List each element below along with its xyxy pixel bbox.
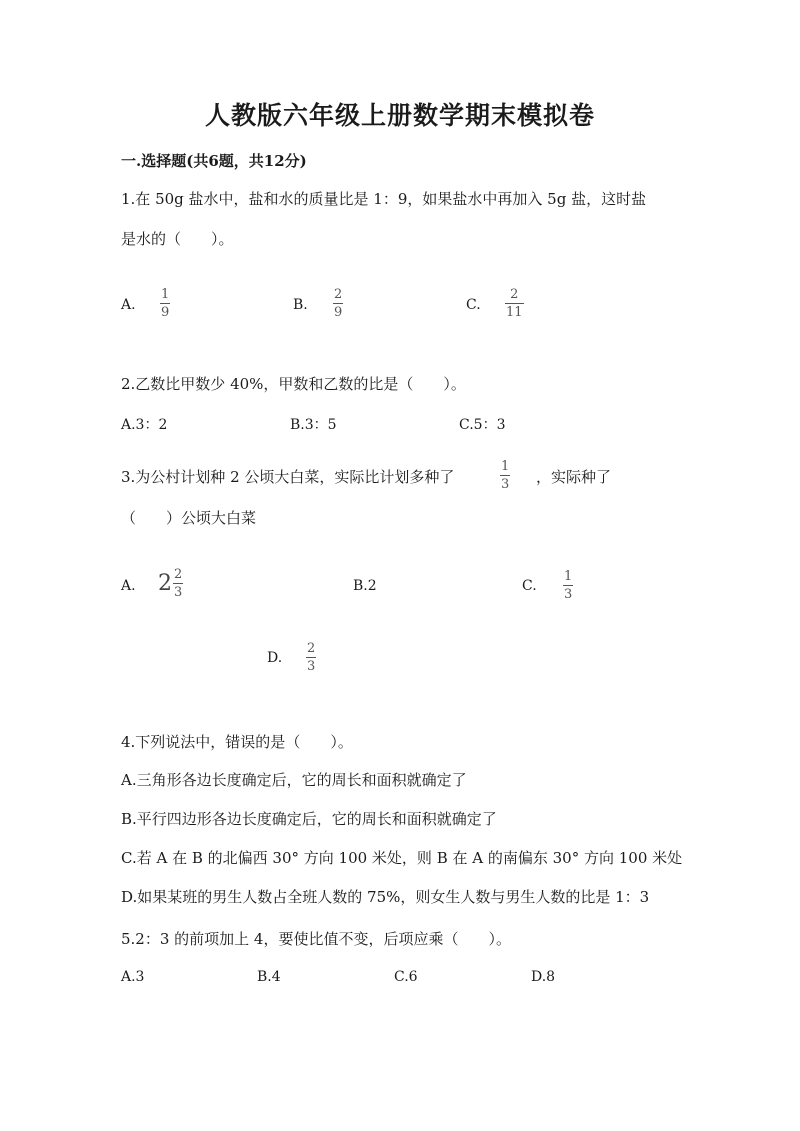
question-3-option-d-fraction [306, 642, 316, 673]
question-1-option-b-label: B. [293, 297, 308, 313]
question-3-line-2: （ ）公顷大白菜 [121, 509, 257, 527]
question-2-option-b: B.3：5 [290, 417, 337, 433]
mixed-whole: 2 [158, 571, 172, 596]
question-1-option-a-fraction [160, 288, 170, 319]
page-title: 人教版六年级上册数学期末模拟卷 [204, 101, 595, 130]
question-5-option-c: C.6 [394, 969, 418, 985]
question-3-line-1b: ，实际种了 [536, 468, 612, 486]
fraction-numerator: 2 [307, 641, 316, 656]
question-2-text: 2.乙数比甲数少 40%，甲数和乙数的比是（ ）。 [121, 375, 466, 393]
question-1-option-c-fraction [505, 288, 524, 319]
question-1-option-c-label: C. [466, 297, 481, 313]
fraction-denominator: 9 [161, 305, 170, 320]
question-5-option-d: D.8 [531, 969, 556, 985]
question-2-option-a: A.3：2 [121, 417, 168, 433]
fraction-bar [333, 303, 343, 304]
fraction-bar [563, 585, 573, 586]
question-3-line-1a: 3.为公村计划种 2 公顷大白菜，实际比计划多种了 [121, 468, 455, 486]
fraction-numerator: 2 [334, 287, 343, 302]
question-3-option-c-label: C. [522, 578, 537, 594]
question-4-option-b: B.平行四边形各边长度确定后，它的周长和面积就确定了 [121, 810, 497, 828]
fraction-denominator: 9 [334, 305, 343, 320]
fraction-numerator: 2 [174, 567, 183, 582]
question-5-option-b: B.4 [257, 969, 281, 985]
question-3-inline-fraction [500, 460, 510, 491]
fraction-denominator: 3 [501, 477, 510, 492]
question-3-option-a-mixed-number [158, 568, 183, 599]
question-3-option-a-label: A. [121, 578, 136, 594]
section-heading: 一.选择题(共6题，共12分) [121, 152, 307, 170]
question-1-option-b-fraction [333, 288, 343, 319]
fraction-denominator: 3 [174, 585, 183, 600]
question-3-option-b: B.2 [353, 578, 377, 594]
question-3-option-d-label: D. [267, 650, 283, 666]
mixed-fraction [173, 568, 183, 599]
question-3-option-c-fraction [563, 570, 573, 601]
fraction-numerator: 1 [564, 569, 573, 584]
fraction-numerator: 1 [161, 287, 170, 302]
question-2-option-c: C.5：3 [459, 417, 506, 433]
question-4-option-a: A.三角形各边长度确定后，它的周长和面积就确定了 [121, 771, 467, 789]
fraction-bar [173, 583, 183, 584]
fraction-bar [500, 475, 510, 476]
fraction-numerator: 2 [510, 287, 519, 302]
question-1-option-a-label: A. [121, 297, 136, 313]
question-5-option-a: A.3 [121, 969, 145, 985]
fraction-bar [505, 303, 524, 304]
question-4-option-c: C.若 A 在 B 的北偏西 30° 方向 100 米处，则 B 在 A 的南偏东 30° 方向 100 米处 [121, 849, 683, 867]
question-4-option-d: D.如果某班的男生人数占全班人数的 75%，则女生人数与男生人数的比是 1：3 [121, 888, 650, 906]
fraction-bar [160, 303, 170, 304]
question-1-line-1: 1.在 50g 盐水中，盐和水的质量比是 1：9，如果盐水中再加入 5g 盐，这时盐 [121, 190, 647, 208]
fraction-numerator: 1 [501, 459, 510, 474]
fraction-bar [306, 657, 316, 658]
question-5-text: 5.2：3 的前项加上 4，要使比值不变，后项应乘（ ）。 [121, 930, 511, 948]
question-1-line-2: 是水的（ ）。 [121, 230, 234, 248]
question-4-text: 4.下列说法中，错误的是（ ）。 [121, 733, 353, 751]
fraction-denominator: 11 [506, 305, 523, 320]
fraction-denominator: 3 [307, 659, 316, 674]
fraction-denominator: 3 [564, 587, 573, 602]
